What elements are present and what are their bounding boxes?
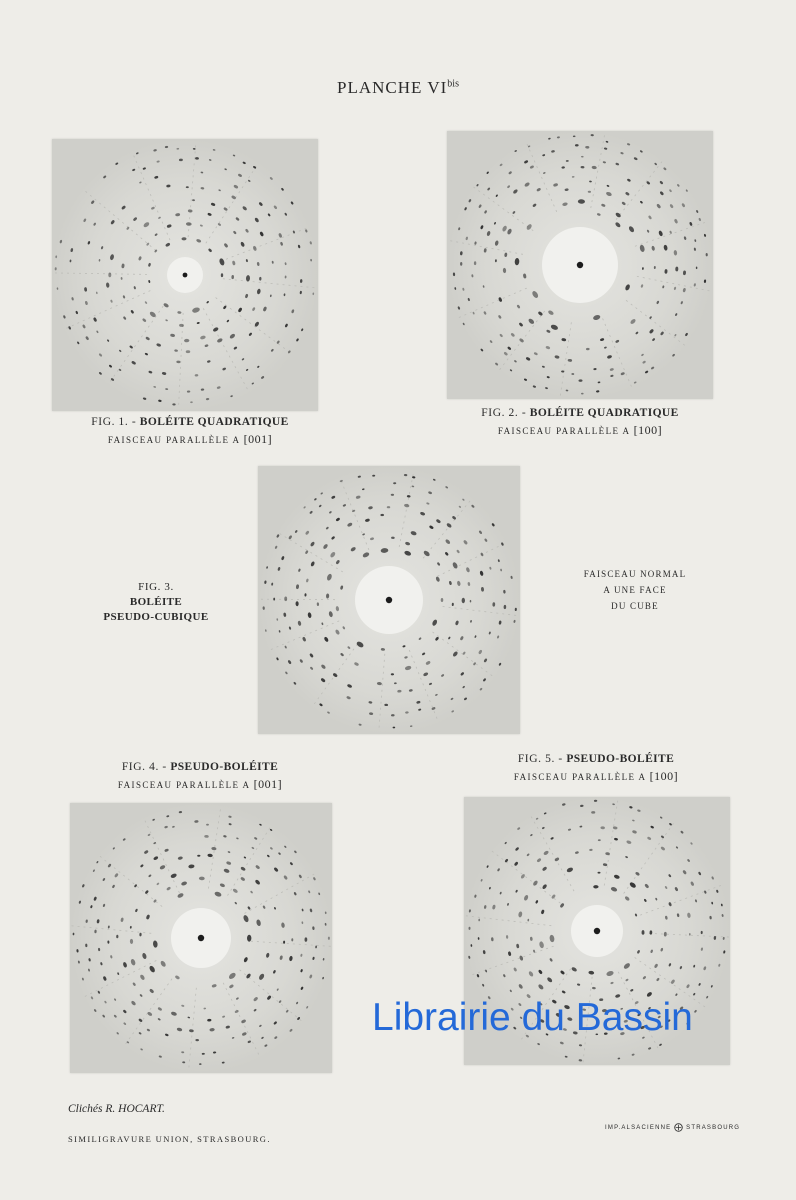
printer-name: IMP.ALSACIENNE [605, 1125, 672, 1132]
photo-credit: Clichés R. HOCART. [68, 1103, 165, 1115]
fig5-beam: FAISCEAU PARALLÈLE A [513, 771, 646, 782]
fig3-beam-line2: A UNE FACE [603, 584, 667, 595]
fig2-beam: FAISCEAU PARALLÈLE A [497, 425, 630, 436]
diffraction-photo-fig2 [447, 131, 713, 399]
fig2-label: FIG. 2. - [481, 407, 527, 419]
printer-mark [605, 1123, 740, 1132]
fig1-beam: FAISCEAU PARALLÈLE A [107, 434, 240, 445]
fig3-label: FIG. 3. [138, 581, 174, 593]
fig2-direction: [100] [633, 422, 663, 437]
fig1-direction: [001] [243, 431, 273, 446]
fig4-name: PSEUDO-BOLÉITE [170, 761, 279, 773]
caption-fig1 [52, 415, 328, 447]
caption-fig3 [96, 580, 216, 625]
fig4-beam: FAISCEAU PARALLÈLE A [117, 779, 250, 790]
diffraction-photo-fig1 [52, 139, 318, 411]
printer-city: STRASBOURG [686, 1125, 741, 1132]
fig5-name: PSEUDO-BOLÉITE [566, 753, 675, 765]
page-title-superscript: bis [447, 78, 459, 90]
diffraction-photo-fig4 [70, 803, 332, 1073]
fig3-name-line2: PSEUDO-CUBIQUE [103, 610, 209, 623]
diffraction-photo-fig3 [258, 466, 520, 734]
fig3-beam-line3: DU CUBE [611, 600, 659, 611]
printer-emblem-icon [674, 1123, 683, 1132]
fig3-beam-note [560, 567, 710, 614]
page-title [0, 78, 796, 98]
fig5-label: FIG. 5. - [517, 753, 563, 765]
fig1-label: FIG. 1. - [91, 416, 137, 428]
caption-fig2 [442, 406, 718, 438]
fig3-beam-line1: FAISCEAU NORMAL [583, 569, 687, 579]
fig5-direction: [100] [649, 768, 679, 783]
watermark: Librairie du Bassin [372, 996, 693, 1039]
caption-fig4 [62, 760, 338, 792]
fig4-direction: [001] [253, 776, 283, 791]
fig2-name: BOLÉITE QUADRATIQUE [529, 407, 679, 419]
fig4-label: FIG. 4. - [121, 761, 167, 773]
fig1-name: BOLÉITE QUADRATIQUE [139, 416, 289, 428]
engraver-credit: SIMILIGRAVURE UNION, STRASBOURG. [68, 1134, 271, 1144]
fig3-name-line1: BOLÉITE [129, 595, 183, 608]
page-title-text: PLANCHE VI [337, 78, 448, 97]
caption-fig5 [458, 752, 734, 784]
